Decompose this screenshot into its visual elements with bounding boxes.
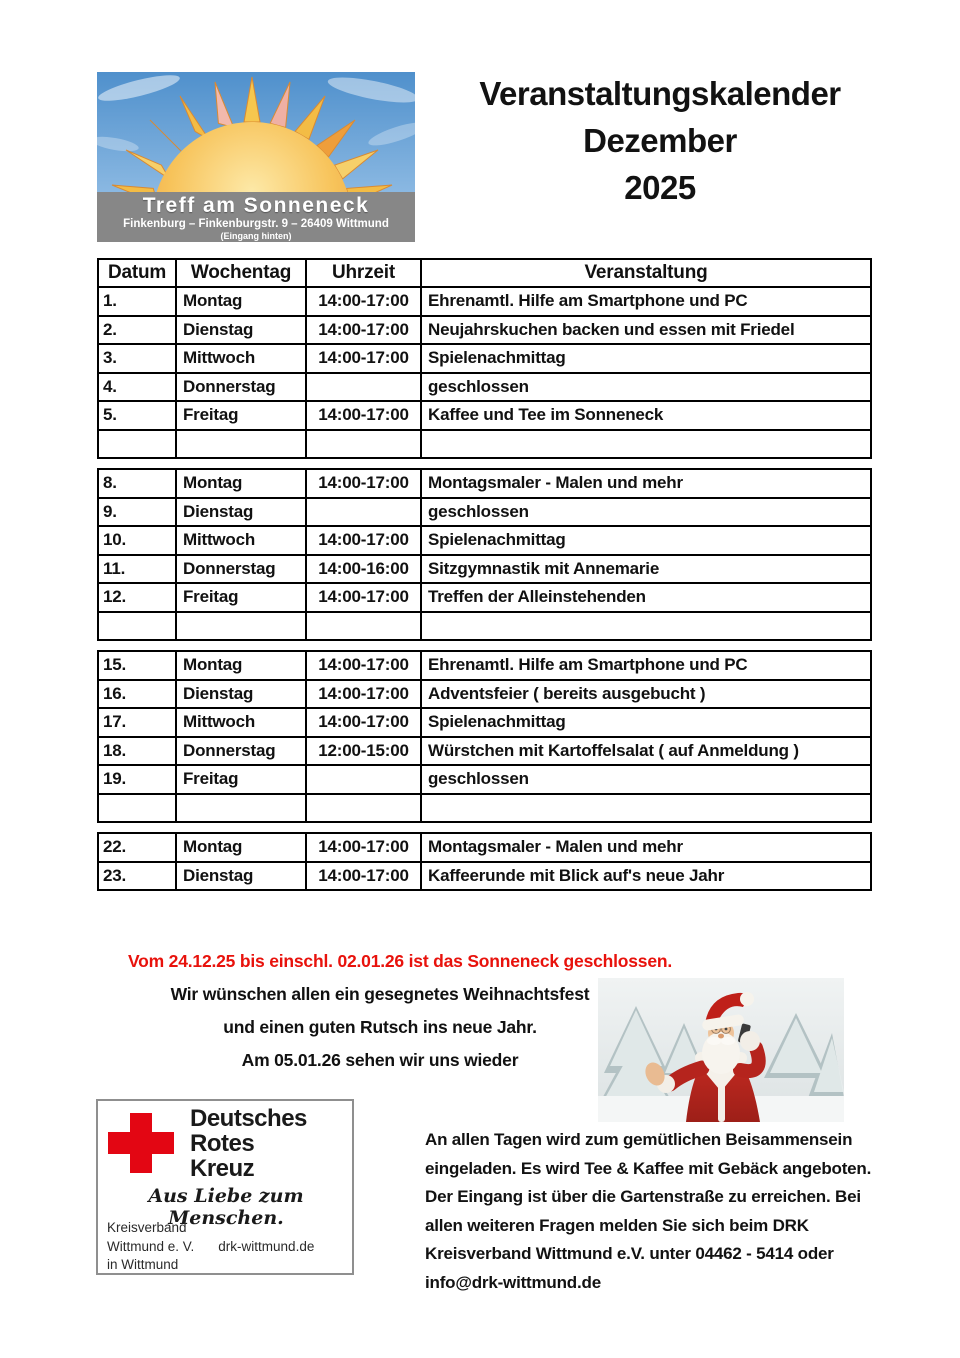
- weekday-cell: Mittwoch: [176, 526, 306, 555]
- weekday-cell: Dienstag: [176, 680, 306, 709]
- time-cell: 14:00-17:00: [306, 708, 421, 737]
- greeting-line-3: Am 05.01.26 sehen wir uns wieder: [241, 1050, 519, 1070]
- weekday-cell: Dienstag: [176, 498, 306, 527]
- closure-notice: Vom 24.12.25 bis einschl. 02.01.26 ist das Sonneneck geschlossen.: [128, 951, 673, 971]
- time-cell: 14:00-17:00: [306, 526, 421, 555]
- event-row: [98, 765, 871, 794]
- time-cell: 14:00-17:00: [306, 862, 421, 891]
- event-row: [98, 555, 871, 584]
- event-row: [98, 316, 871, 345]
- event-cell: Spielenachmittag: [421, 708, 871, 737]
- column-header: Datum: [98, 259, 176, 287]
- time-cell: 14:00-17:00: [306, 401, 421, 430]
- drk-org-line-3: in Wittmund: [107, 1257, 179, 1272]
- red-cross-icon: [108, 1113, 174, 1173]
- santa-photo: [598, 978, 844, 1122]
- weekday-cell: Donnerstag: [176, 555, 306, 584]
- time-cell: [306, 373, 421, 402]
- sonneneck-logo: [97, 72, 415, 242]
- date-cell: 12.: [98, 583, 176, 612]
- date-cell: 17.: [98, 708, 176, 737]
- event-row: [98, 862, 871, 891]
- event-cell: geschlossen: [421, 765, 871, 794]
- table-header-row: [98, 259, 871, 287]
- weekday-cell: Montag: [176, 651, 306, 680]
- date-cell: 19.: [98, 765, 176, 794]
- column-header: Uhrzeit: [306, 259, 421, 287]
- event-cell: Sitzgymnastik mit Annemarie: [421, 555, 871, 584]
- event-cell: Würstchen mit Kartoffelsalat ( auf Anmeldung ): [421, 737, 871, 766]
- event-row: [98, 373, 871, 402]
- greeting-line-2: und einen guten Rutsch ins neue Jahr.: [223, 1017, 537, 1037]
- title-line-1: Veranstaltungskalender: [479, 75, 841, 112]
- events-table: [97, 258, 877, 900]
- weekday-cell: Mittwoch: [176, 708, 306, 737]
- event-cell: geschlossen: [421, 373, 871, 402]
- event-row: [98, 680, 871, 709]
- event-row: [98, 833, 871, 862]
- drk-logo: [96, 1099, 354, 1275]
- event-cell: geschlossen: [421, 498, 871, 527]
- event-row: [98, 708, 871, 737]
- empty-cell: [98, 794, 176, 823]
- weekday-cell: Dienstag: [176, 862, 306, 891]
- weekday-cell: Dienstag: [176, 316, 306, 345]
- event-cell: Spielenachmittag: [421, 344, 871, 373]
- event-cell: Montagsmaler - Malen und mehr: [421, 469, 871, 498]
- drk-org-details: [107, 1219, 314, 1275]
- event-cell: Neujahrskuchen backen und essen mit Friedel: [421, 316, 871, 345]
- drk-name-line-2: Rotes: [190, 1130, 255, 1157]
- event-cell: Ehrenamtl. Hilfe am Smartphone und PC: [421, 651, 871, 680]
- empty-cell: [306, 430, 421, 459]
- empty-cell: [421, 430, 871, 459]
- date-cell: 2.: [98, 316, 176, 345]
- date-cell: 18.: [98, 737, 176, 766]
- column-header: Veranstaltung: [421, 259, 871, 287]
- event-cell: Treffen der Alleinstehenden: [421, 583, 871, 612]
- weekday-cell: Freitag: [176, 401, 306, 430]
- empty-cell: [306, 794, 421, 823]
- empty-cell: [306, 612, 421, 641]
- empty-cell: [421, 612, 871, 641]
- date-cell: 11.: [98, 555, 176, 584]
- time-cell: 14:00-17:00: [306, 583, 421, 612]
- title-line-2: Dezember: [583, 122, 737, 159]
- weekday-cell: Freitag: [176, 583, 306, 612]
- empty-cell: [421, 794, 871, 823]
- event-cell: Montagsmaler - Malen und mehr: [421, 833, 871, 862]
- column-header: Wochentag: [176, 259, 306, 287]
- event-row: [98, 401, 871, 430]
- events-table-block: [97, 650, 872, 823]
- event-row: [98, 344, 871, 373]
- logo-entrance-note: (Eingang hinten): [220, 231, 292, 241]
- event-row: [98, 287, 871, 316]
- events-table-block: [97, 258, 872, 459]
- weekday-cell: Montag: [176, 833, 306, 862]
- drk-website: drk-wittmund.de: [218, 1238, 315, 1254]
- events-table-block: [97, 832, 872, 891]
- weekday-cell: Montag: [176, 287, 306, 316]
- date-cell: 9.: [98, 498, 176, 527]
- event-cell: Kaffee und Tee im Sonneneck: [421, 401, 871, 430]
- greeting-line-1: Wir wünschen allen ein gesegnetes Weihnachtsfest: [170, 984, 590, 1004]
- time-cell: 14:00-16:00: [306, 555, 421, 584]
- weekday-cell: Freitag: [176, 765, 306, 794]
- drk-name-line-3: Kreuz: [190, 1155, 255, 1182]
- drk-org-line-2: Wittmund e. V.: [107, 1238, 195, 1254]
- event-row: [98, 583, 871, 612]
- weekday-cell: Donnerstag: [176, 373, 306, 402]
- time-cell: 14:00-17:00: [306, 651, 421, 680]
- empty-row: [98, 430, 871, 459]
- time-cell: [306, 498, 421, 527]
- empty-cell: [176, 430, 306, 459]
- sun-painting-image: [97, 72, 415, 192]
- date-cell: 15.: [98, 651, 176, 680]
- event-cell: Spielenachmittag: [421, 526, 871, 555]
- drk-slogan: Aus Liebe zum Menschen.: [148, 1185, 304, 1229]
- event-row: [98, 498, 871, 527]
- empty-row: [98, 794, 871, 823]
- logo-address: Finkenburg – Finkenburgstr. 9 – 26409 Wittmund: [123, 218, 389, 230]
- empty-cell: [98, 430, 176, 459]
- time-cell: 14:00-17:00: [306, 469, 421, 498]
- empty-cell: [176, 794, 306, 823]
- time-cell: 14:00-17:00: [306, 833, 421, 862]
- date-cell: 16.: [98, 680, 176, 709]
- drk-name-line-1: Deutsches: [190, 1105, 307, 1132]
- time-cell: 14:00-17:00: [306, 287, 421, 316]
- time-cell: 14:00-17:00: [306, 344, 421, 373]
- date-cell: 22.: [98, 833, 176, 862]
- time-cell: [306, 765, 421, 794]
- weekday-cell: Donnerstag: [176, 737, 306, 766]
- drk-name: [190, 1106, 307, 1181]
- events-table-block: [97, 468, 872, 641]
- empty-cell: [176, 612, 306, 641]
- time-cell: 14:00-17:00: [306, 680, 421, 709]
- time-cell: 12:00-15:00: [306, 737, 421, 766]
- date-cell: 23.: [98, 862, 176, 891]
- event-cell: Adventsfeier ( bereits ausgebucht ): [421, 680, 871, 709]
- event-cell: Ehrenamtl. Hilfe am Smartphone und PC: [421, 287, 871, 316]
- weekday-cell: Montag: [176, 469, 306, 498]
- page-title: [430, 70, 890, 211]
- drk-org-line-1: Kreisverband: [107, 1220, 187, 1235]
- event-row: [98, 469, 871, 498]
- event-row: [98, 526, 871, 555]
- info-paragraph: An allen Tagen wird zum gemütlichen Beisammensein eingeladen. Es wird Tee & Kaffee mit Gebäck angeboten. Der Eingang ist über die Gartenstraße zu erreichen. Bei allen weiteren Fragen melden Sie sich beim DRK Kreisverband Wittmund e.V. unter 04462 - 5414 oder info@drk-wittmund.de: [425, 1130, 872, 1292]
- date-cell: 10.: [98, 526, 176, 555]
- weekday-cell: Mittwoch: [176, 344, 306, 373]
- event-row: [98, 737, 871, 766]
- event-cell: Kaffeerunde mit Blick auf's neue Jahr: [421, 862, 871, 891]
- date-cell: 4.: [98, 373, 176, 402]
- title-line-3: 2025: [624, 169, 696, 206]
- logo-banner: [97, 192, 415, 242]
- date-cell: 5.: [98, 401, 176, 430]
- date-cell: 1.: [98, 287, 176, 316]
- empty-row: [98, 612, 871, 641]
- date-cell: 8.: [98, 469, 176, 498]
- date-cell: 3.: [98, 344, 176, 373]
- event-row: [98, 651, 871, 680]
- empty-cell: [98, 612, 176, 641]
- time-cell: 14:00-17:00: [306, 316, 421, 345]
- logo-title: Treff am Sonneneck: [142, 194, 370, 217]
